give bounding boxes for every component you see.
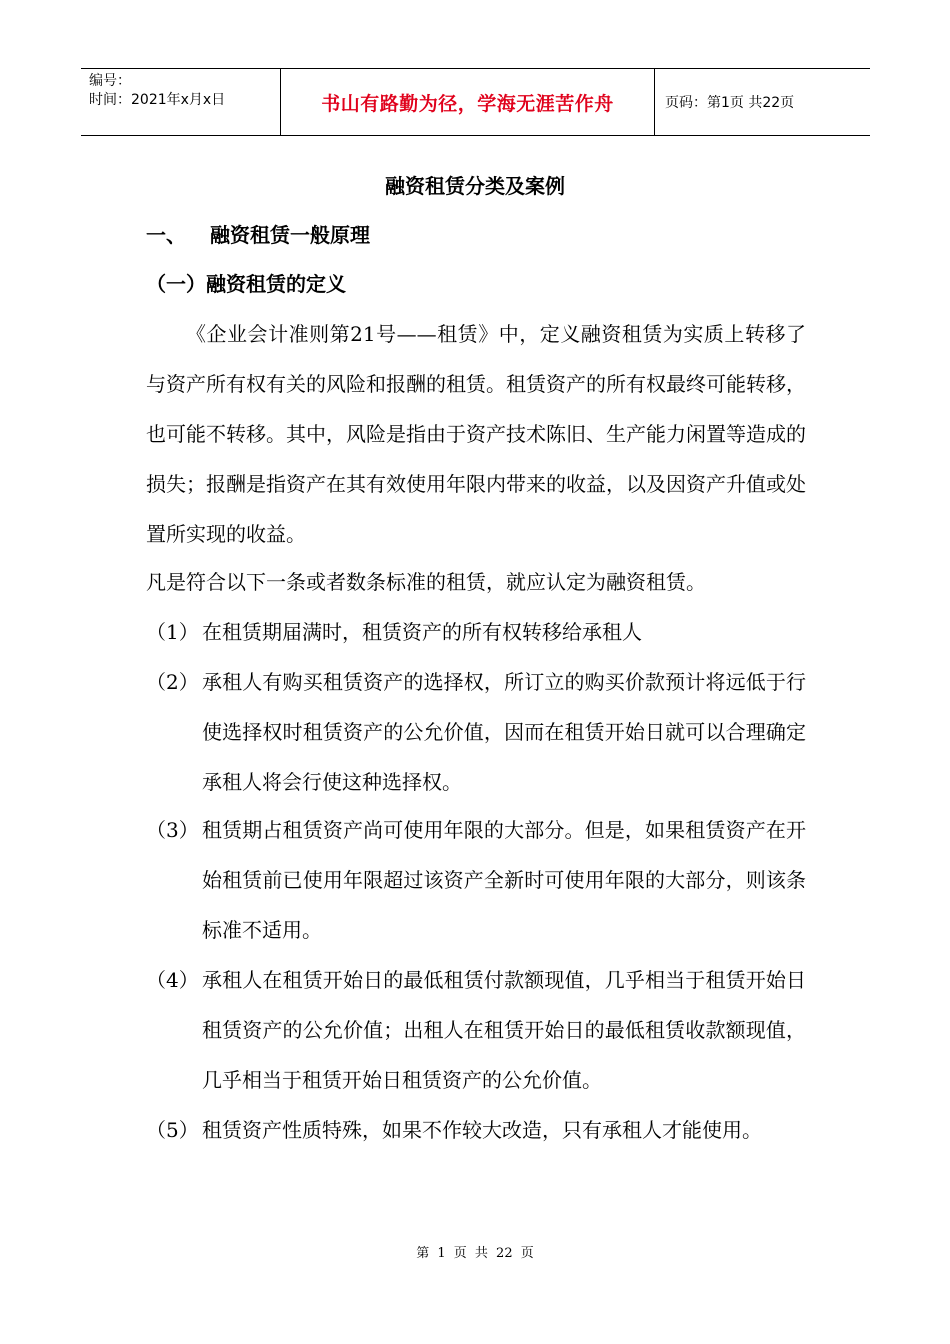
document-title: 融资租赁分类及案例 [385,174,565,198]
page-footer: 第 1 页 共 22 页 [416,1246,534,1261]
criteria-text: 租赁资产性质特殊，如果不作较大改造，只有承租人才能使用。 [202,1118,762,1142]
criteria-text: 承租人在租赁开始日的最低租赁付款额现值，几乎相当于租赁开始日租赁资产的公允价值；出租人在租赁开始日的最低租赁收款额现值，几乎相当于租赁开始日租赁资产的公允价值。 [202,968,806,1092]
section-title: 融资租赁一般原理 [210,223,370,247]
header-motto: 书山有路勤为径，学海无涯苦作舟 [281,69,655,135]
criteria-mark: （1） [146,620,199,644]
criteria-item [146,607,816,657]
criteria-mark: （2） [146,670,199,694]
intro-paragraph: 《企业会计准则第21号——租赁》中，定义融资租赁为实质上转移了与资产所有权有关的风险和报酬的租赁。租赁资产的所有权最终可能转移，也可能不转移。其中，风险是指由于资产技术陈旧、生产能力闲置等造成的损失；报酬是指资产在其有效使用年限内带来的收益，以及因资产升值或处置所实现的收益。 [146,322,806,546]
criteria-text: 承租人有购买租赁资产的选择权，所订立的购买价款预计将远低于行使选择权时租赁资产的公允价值，因而在租赁开始日就可以合理确定承租人将会行使这种选择权。 [202,670,806,794]
page-header [81,68,870,136]
criteria-mark: （4） [146,968,199,992]
header-page-info: 页码：第1页 共22页 [665,95,795,111]
criteria-item [146,805,816,955]
header-meta-cell [81,69,281,135]
subsection-heading: （一）融资租赁的定义 [146,272,346,296]
criteria-item [146,1105,816,1155]
document-number-label: 编号： [89,73,131,89]
criteria-item [146,657,816,807]
criteria-text: 租赁期占租赁资产尚可使用年限的大部分。但是，如果租赁资产在开始租赁前已使用年限超过该资产全新时可使用年限的大部分，则该条标准不适用。 [202,818,806,942]
criteria-mark: （3） [146,818,199,842]
document-time-label: 时间：2021年x月x日 [89,92,226,108]
section-number: 一、 [146,223,186,247]
criteria-item [146,955,816,1105]
section-heading [146,221,370,249]
criteria-intro: 凡是符合以下一条或者数条标准的租赁，就应认定为融资租赁。 [146,570,706,594]
criteria-mark: （5） [146,1118,199,1142]
criteria-text: 在租赁期届满时，租赁资产的所有权转移给承租人 [202,620,642,644]
